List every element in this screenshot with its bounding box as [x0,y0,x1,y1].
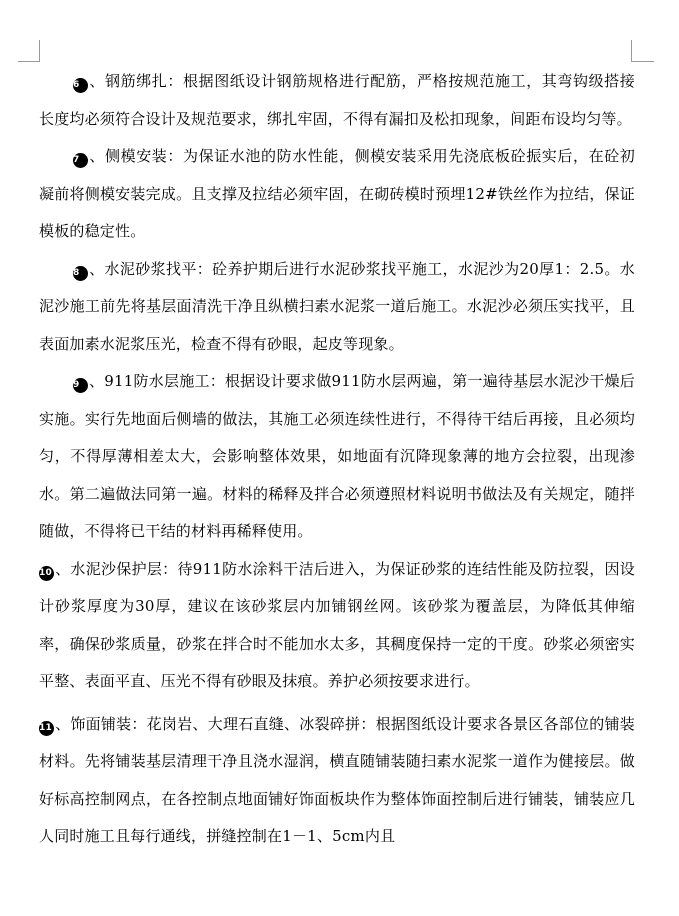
circled-number: 8 [73,266,88,281]
margin-corner-mark [18,61,40,62]
paragraph-text: 、水泥砂浆找平：砼养护期后进行水泥砂浆找平施工，水泥沙为20厚1：2.5。水泥沙施工前先将基层面清洗干净且纵横扫素水泥浆一道后施工。水泥沙必须压实找平，且表面加素水泥浆压光，检查不得有砂眼，起皮等现象。 [39,259,635,353]
margin-corner-mark [39,40,40,62]
paragraph-protective-layer [39,551,635,701]
paragraph-text: 、水泥沙保护层：待911防水涂料干洁后进入，为保证砂浆的连结性能及防拉裂，因设计砂浆厚度为30厚，建议在该砂浆层内加铺钢丝网。该砂浆为覆盖层，为降低其伸缩率，确保砂浆质量，砂浆在拌合时不能加水太多，其稠度保持一定的干度。砂浆必须密实平整、表面平直、压光不得有砂眼及抹痕。养护必须按要求进行。 [39,559,635,690]
paragraph-mortar-leveling [39,251,635,364]
circled-number: 11 [39,721,54,736]
paragraph-rebar-binding [39,63,635,138]
margin-corner-mark [632,61,654,62]
paragraph-surface-paving [39,706,635,856]
circled-number: 9 [73,378,88,393]
circled-number: 10 [39,566,54,581]
paragraph-text: 、911防水层施工：根据设计要求做911防水层两遍，第一遍待基层水泥沙干燥后实施。实行先地面后侧墙的做法，其施工必须连续性进行，不得待干结后再接，且必须均匀，不得厚薄相差太大，会影响整体效果，如地面有沉降现象薄的地方会拉裂，出现渗水。第二遍做法同第一遍。材料的稀释及拌合必须遵照材料说明书做法及有关规定，随拌随做，不得将已干结的材料再稀释使用。 [39,372,635,540]
circled-number: 6 [73,78,88,93]
paragraph-side-formwork [39,138,635,251]
paragraph-text: 、侧模安装：为保证水池的防水性能，侧模安装采用先浇底板砼振实后，在砼初凝前将侧模安装完成。且支撑及拉结必须牢固，在砌砖模时预埋12#铁丝作为拉结，保证模板的稳定性。 [39,147,635,240]
paragraph-text: 、钢筋绑扎：根据图纸设计钢筋规格进行配筋，严格按规范施工，其弯钩级搭接长度均必须符合设计及规范要求，绑扎牢固，不得有漏扣及松扣现象，间距布设均匀等。 [39,72,635,128]
document-body [39,63,635,856]
circled-number: 7 [73,153,88,168]
margin-corner-mark [631,40,632,62]
paragraph-waterproofing [39,363,635,551]
paragraph-text: 、饰面铺装：花岗岩、大理石直缝、冰裂碎拼：根据图纸设计要求各景区各部位的铺装材料。先将铺装基层清理干净且浇水湿润，横直随铺装随扫素水泥浆一道作为健接层。做好标高控制网点，在各控制点地面铺好饰面板块作为整体饰面控制后进行铺装，铺装应几人同时施工且每行通线，拼缝控制在1－1、5cm内且 [39,714,635,845]
